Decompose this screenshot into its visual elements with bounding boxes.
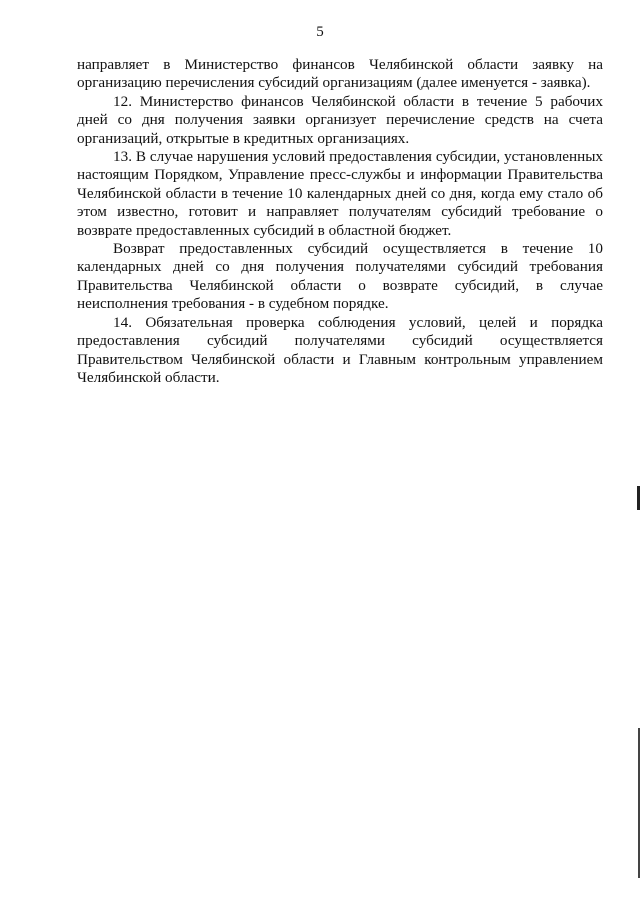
paragraph-item-13: 13. В случае нарушения условий предоставления субсидии, установленных настоящим Порядком, Управление пресс-службы и информации Правительства Челябинской области в течение 10 календарных дней со дня, когда ему стало об этом известно, готовит и направляет получателям субсидий требование о возврате предоставленных субсидий в областной бюджет.: [77, 148, 603, 239]
document-body: [77, 56, 603, 387]
paragraph-refund: Возврат предоставленных субсидий осуществляется в течение 10 календарных дней со дня получения получателями субсидий требования Правительства Челябинской области о возврате субсидий, в случае неисполнения требования - в судебном порядке.: [77, 240, 603, 313]
paragraph-item-14: 14. Обязательная проверка соблюдения условий, целей и порядка предоставления субсидий получателями субсидий осуществляется Правительством Челябинской области и Главным контрольным управлением Челябинской области.: [77, 313, 603, 386]
paragraph-item-12: 12. Министерство финансов Челябинской области в течение 5 рабочих дней со дня получения заявки организует перечисление средств на счета организаций, открытые в кредитных организациях.: [77, 92, 603, 147]
page-number: 5: [316, 24, 324, 40]
paragraph-continuation: направляет в Министерство финансов Челябинской области заявку на организацию перечисления субсидий организациям (далее именуется - заявка).: [77, 56, 603, 92]
